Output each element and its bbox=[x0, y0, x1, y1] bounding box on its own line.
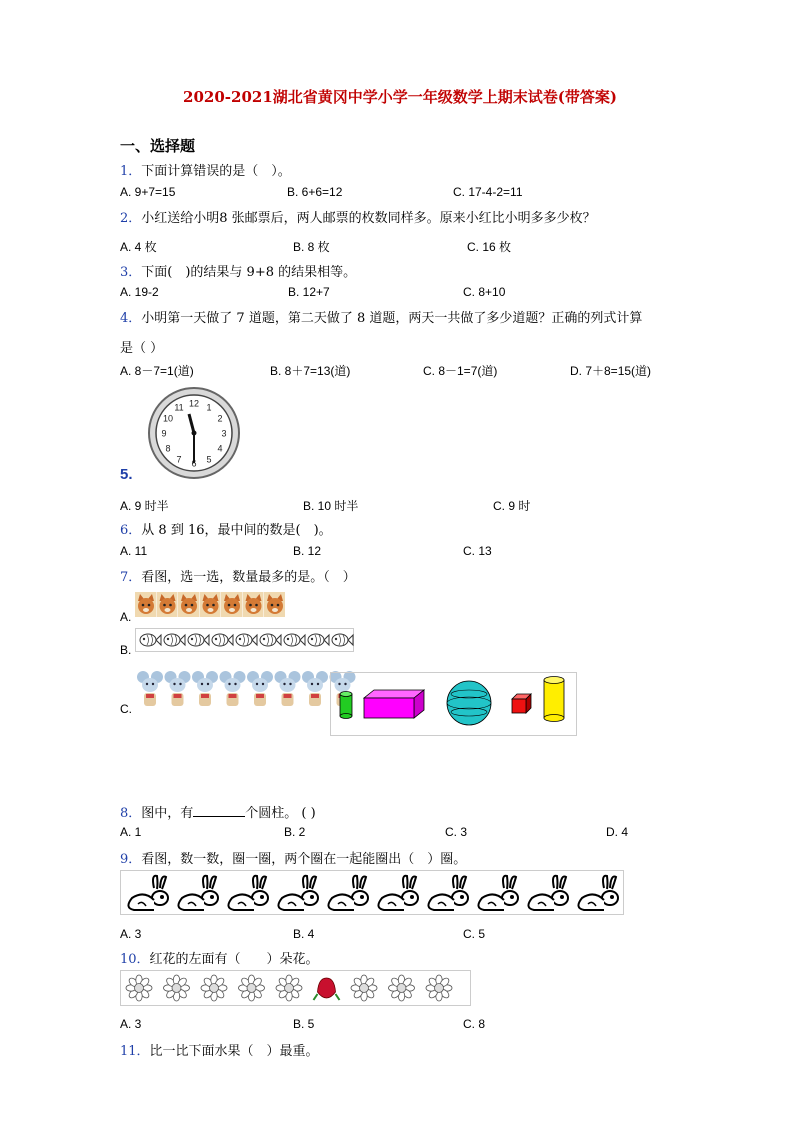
question-1 bbox=[120, 160, 291, 179]
clock-numeral: 1 bbox=[206, 402, 212, 413]
rabbit-icon bbox=[328, 876, 368, 910]
clock-image bbox=[145, 385, 243, 481]
fish-icon bbox=[236, 634, 257, 646]
mouse-icon bbox=[275, 671, 301, 706]
q4-option-d[interactable]: D. 7＋8=15(道) bbox=[570, 364, 652, 378]
question-text: 看图，数一数，圈一圈，两个圈在一起能圈出（ ）圈。 bbox=[141, 852, 467, 867]
flower-icon bbox=[351, 975, 377, 1001]
clock-numeral: 2 bbox=[217, 413, 223, 424]
question-text: 下面计算错误的是（ ）。 bbox=[141, 164, 291, 179]
cat-icon bbox=[178, 592, 199, 617]
magenta-cuboid bbox=[364, 690, 424, 718]
clock-numeral: 11 bbox=[174, 402, 184, 413]
flower-icon bbox=[239, 975, 265, 1001]
question-10 bbox=[120, 948, 319, 967]
q1-option-a[interactable]: A. 9+7=15 bbox=[120, 185, 176, 199]
fish-icon bbox=[284, 634, 305, 646]
q6-option-a[interactable]: A. 11 bbox=[120, 544, 148, 558]
q2-option-c[interactable]: C. 16 枚 bbox=[467, 240, 512, 254]
fish-image bbox=[135, 628, 355, 652]
q8-option-a[interactable]: A. 1 bbox=[120, 825, 142, 839]
question-text: 小红送给小明8 张邮票后，两人邮票的枚数同样多。原来小红比小明多多少枚？ bbox=[141, 211, 596, 226]
question-text-b: 个圆柱。 ( ) bbox=[245, 806, 316, 821]
mouse-icon bbox=[247, 671, 273, 706]
clock-numeral: 4 bbox=[217, 443, 223, 454]
fish-icon bbox=[260, 634, 281, 646]
cat-icon bbox=[135, 592, 156, 617]
answer-blank[interactable] bbox=[193, 805, 245, 817]
q3-option-b[interactable]: B. 12+7 bbox=[288, 285, 330, 299]
question-number: 1． bbox=[120, 164, 142, 179]
q2-option-b[interactable]: B. 8 枚 bbox=[293, 240, 330, 254]
clock-numeral: 5 bbox=[206, 454, 212, 465]
question-text: 红花的左面有（ ）朵花。 bbox=[149, 952, 319, 967]
clock-numeral: 7 bbox=[176, 454, 182, 465]
question-number: 7． bbox=[120, 570, 142, 585]
fish-icon bbox=[188, 634, 209, 646]
cat-icon bbox=[157, 592, 178, 617]
flower-icon bbox=[426, 975, 452, 1001]
solid-shapes-image bbox=[330, 672, 578, 737]
flower-icon bbox=[164, 975, 190, 1001]
rabbit-icon bbox=[128, 876, 168, 910]
q8-option-d[interactable]: D. 4 bbox=[606, 825, 629, 839]
cat-icon bbox=[243, 592, 264, 617]
cats-image bbox=[135, 592, 290, 618]
question-text: 下面( )的结果与 9+8 的结果相等。 bbox=[141, 265, 357, 280]
question-number: 4． bbox=[120, 311, 142, 326]
question-number: 3． bbox=[120, 265, 142, 280]
fish-icon bbox=[332, 634, 353, 646]
clock-numeral: 12 bbox=[188, 398, 200, 409]
mouse-icon bbox=[220, 671, 246, 706]
question-number: 6． bbox=[120, 523, 142, 538]
clock-numeral: 3 bbox=[221, 428, 227, 439]
rabbit-icon bbox=[478, 876, 518, 910]
question-11 bbox=[120, 1040, 319, 1059]
question-number: 8． bbox=[120, 806, 142, 821]
question-text: 看图，选一选，数量最多的是。（ ） bbox=[141, 570, 356, 585]
red-flower-icon bbox=[314, 978, 340, 1000]
question-number: 9． bbox=[120, 852, 142, 867]
q3-option-c[interactable]: C. 8+10 bbox=[463, 285, 506, 299]
mice-image bbox=[135, 668, 360, 712]
q6-option-b[interactable]: B. 12 bbox=[293, 544, 322, 558]
question-number: 2． bbox=[120, 211, 142, 226]
q10-option-b[interactable]: B. 5 bbox=[293, 1017, 315, 1031]
question-text: 小明第一天做了 7 道题，第二天做了 8 道题，两天一共做了多少道题？正确的列式计算 bbox=[141, 311, 643, 326]
rabbit-icon bbox=[578, 876, 618, 910]
q4-option-a[interactable]: A. 8－7=1(道) bbox=[120, 364, 194, 378]
rabbit-icon bbox=[528, 876, 568, 910]
question-9 bbox=[120, 848, 466, 867]
clock-numeral: 6 bbox=[191, 458, 197, 469]
question-5-number: 5. bbox=[120, 466, 133, 483]
cat-icon bbox=[200, 592, 221, 617]
cyan-sphere bbox=[447, 681, 491, 725]
clock-numeral: 9 bbox=[161, 428, 167, 439]
q4-option-b[interactable]: B. 8＋7=13(道) bbox=[270, 364, 351, 378]
clock-numeral: 8 bbox=[165, 443, 171, 454]
mouse-icon bbox=[137, 671, 163, 706]
q7-option-b[interactable]: B. bbox=[120, 643, 132, 657]
rabbit-icon bbox=[228, 876, 268, 910]
rabbit-icon bbox=[178, 876, 218, 910]
fish-icon bbox=[164, 634, 185, 646]
rabbits-image bbox=[120, 870, 625, 916]
rabbit-icon bbox=[278, 876, 318, 910]
cat-icon bbox=[221, 592, 242, 617]
fish-icon bbox=[140, 634, 161, 646]
q5-option-c[interactable]: C. 9 时 bbox=[493, 499, 531, 513]
q6-option-c[interactable]: C. 13 bbox=[463, 544, 492, 558]
green-cylinder bbox=[340, 692, 352, 719]
q9-option-c[interactable]: C. 5 bbox=[463, 927, 486, 941]
q7-option-c[interactable]: C. bbox=[120, 702, 132, 716]
question-4 bbox=[120, 307, 642, 326]
q9-option-a[interactable]: A. 3 bbox=[120, 927, 142, 941]
fish-icon bbox=[212, 634, 233, 646]
q7-option-a[interactable]: A. bbox=[120, 610, 132, 624]
mouse-icon bbox=[165, 671, 191, 706]
question-text-a: 图中，有 bbox=[141, 806, 194, 821]
flower-icon bbox=[201, 975, 227, 1001]
fish-icon bbox=[308, 634, 329, 646]
page-title: 2020-2021湖北省黄冈中学小学一年级数学上期末试卷(带答案) bbox=[183, 88, 617, 106]
yellow-cylinder bbox=[544, 677, 564, 722]
red-cube bbox=[512, 694, 531, 713]
q10-option-a[interactable]: A. 3 bbox=[120, 1017, 142, 1031]
q10-option-c[interactable]: C. 8 bbox=[463, 1017, 486, 1031]
question-4-line-2: 是（ ） bbox=[120, 341, 164, 356]
clock-numeral: 10 bbox=[163, 413, 174, 424]
flowers-image bbox=[120, 970, 472, 1007]
question-8 bbox=[120, 802, 316, 821]
q2-option-a[interactable]: A. 4 枚 bbox=[120, 240, 157, 254]
question-text: 从 8 到 16，最中间的数是( )。 bbox=[141, 523, 332, 538]
cat-icon bbox=[264, 592, 285, 617]
question-text: 比一比下面水果（ ）最重。 bbox=[149, 1044, 319, 1059]
question-number: 10． bbox=[120, 952, 150, 967]
section-heading: 一、选择题 bbox=[120, 137, 196, 155]
q5-option-a[interactable]: A. 9 时半 bbox=[120, 499, 169, 513]
flower-icon bbox=[389, 975, 415, 1001]
mouse-icon bbox=[192, 671, 218, 706]
flower-icon bbox=[126, 975, 152, 1001]
q3-option-a[interactable]: A. 19-2 bbox=[120, 285, 159, 299]
question-number: 11． bbox=[120, 1044, 150, 1059]
question-6 bbox=[120, 519, 332, 538]
mouse-icon bbox=[302, 671, 328, 706]
q8-option-b[interactable]: B. 2 bbox=[284, 825, 306, 839]
q4-option-c[interactable]: C. 8－1=7(道) bbox=[423, 364, 498, 378]
question-2 bbox=[120, 207, 596, 226]
q5-option-b[interactable]: B. 10 时半 bbox=[303, 499, 359, 513]
rabbit-icon bbox=[428, 876, 468, 910]
q1-option-c[interactable]: C. 17-4-2=11 bbox=[453, 185, 523, 199]
q8-option-c[interactable]: C. 3 bbox=[445, 825, 468, 839]
question-3 bbox=[120, 261, 356, 280]
rabbit-icon bbox=[378, 876, 418, 910]
q1-option-b[interactable]: B. 6+6=12 bbox=[287, 185, 343, 199]
flower-icon bbox=[276, 975, 302, 1001]
question-7 bbox=[120, 566, 356, 585]
q9-option-b[interactable]: B. 4 bbox=[293, 927, 315, 941]
